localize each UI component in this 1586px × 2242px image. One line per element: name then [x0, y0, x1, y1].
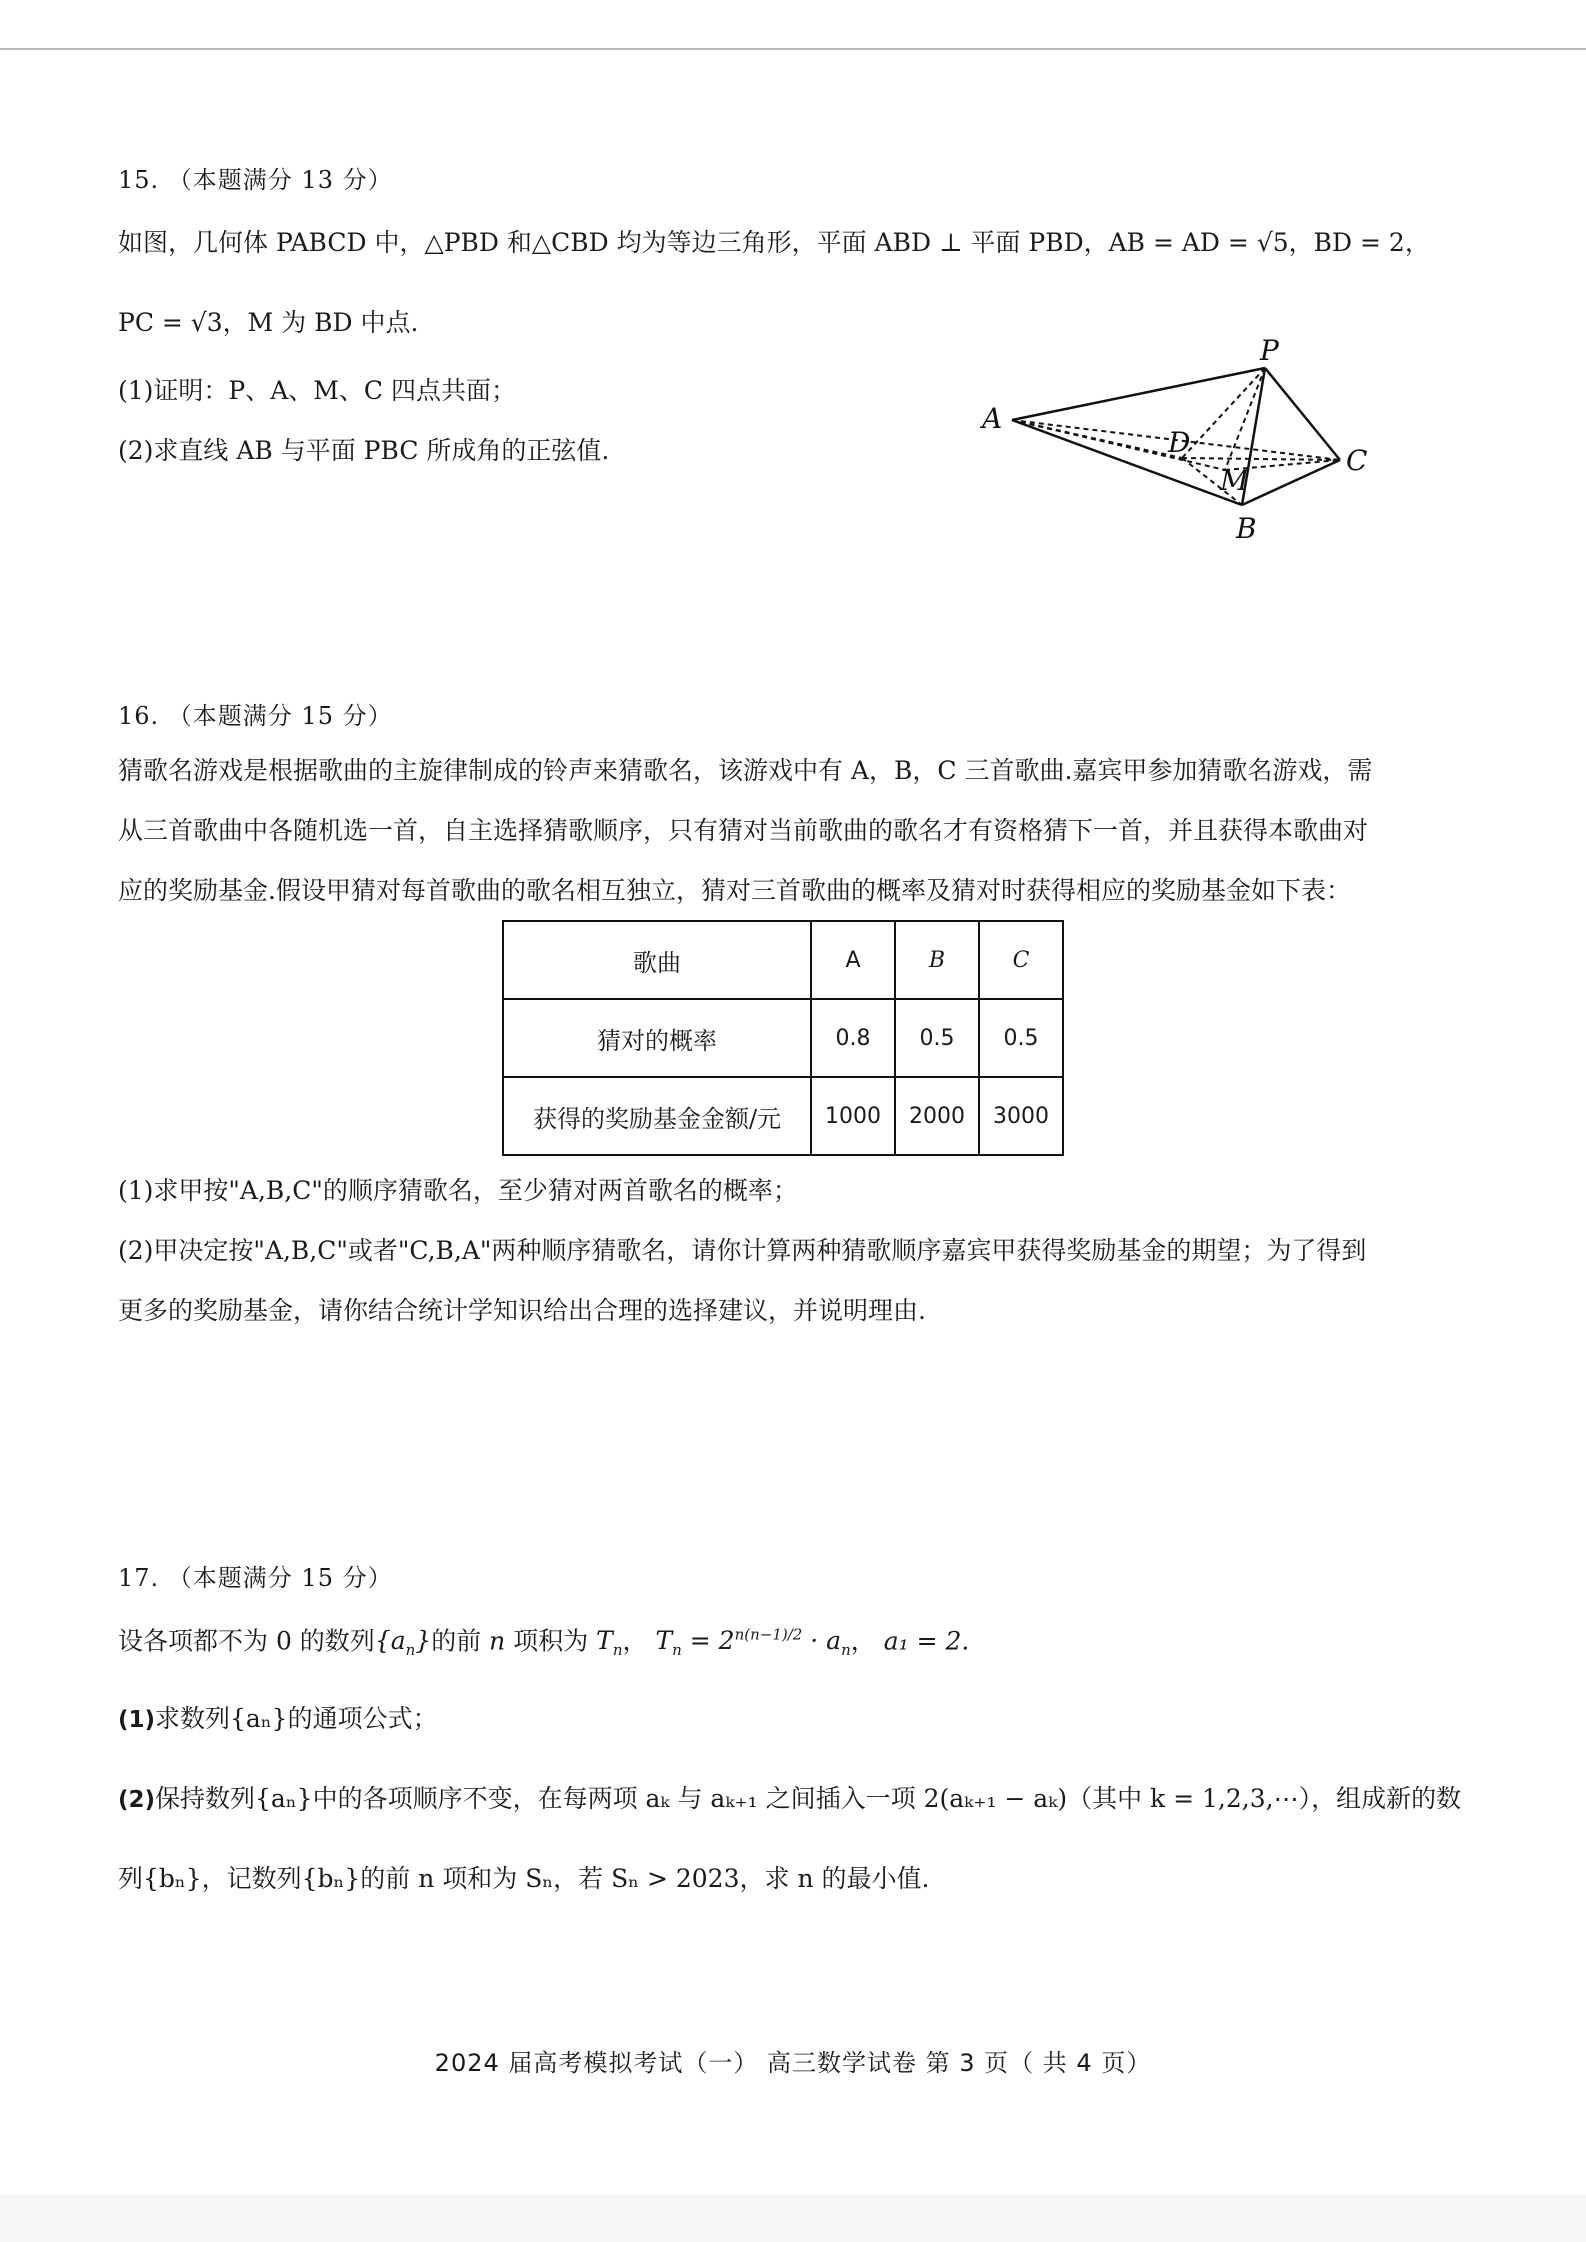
q17-text: 的前	[431, 1626, 482, 1656]
q15-statement-line1: 如图，几何体 PABCD 中，△PBD 和△CBD 均为等边三角形，平面 ABD ⊥ 平面 PBD，AB = AD = √5，BD = 2，	[118, 228, 1430, 257]
q16-statement-line1: 猜歌名游戏是根据歌曲的主旋律制成的铃声来猜歌名，该游戏中有 A，B，C 三首歌曲.嘉宾甲参加猜歌名游戏，需	[118, 756, 1373, 785]
edge-PC	[1265, 368, 1340, 460]
q16-heading: 16. （本题满分 15 分）	[118, 702, 393, 730]
label-B: B	[1236, 512, 1257, 545]
q16-reward-table	[502, 920, 1064, 1156]
table-cell: 0.5	[979, 999, 1063, 1077]
q17-text: 设各项都不为 0 的数列	[118, 1626, 375, 1656]
label-A: A	[982, 402, 1003, 435]
q15-part1: (1)证明：P、A、M、C 四点共面；	[118, 376, 516, 405]
table-cell: 获得的奖励基金金额/元	[503, 1077, 811, 1155]
edge-PM	[1225, 368, 1265, 470]
q15-statement-line2: PC = √3，M 为 BD 中点.	[118, 308, 419, 337]
table-row	[503, 921, 1063, 999]
edge-AP	[1012, 368, 1265, 420]
q16-part2-line2: 更多的奖励基金，请你结合统计学知识给出合理的选择建议，并说明理由.	[118, 1296, 926, 1325]
q15-geometry-figure	[960, 330, 1390, 560]
page-footer: 2024 届高考模拟考试（一） 高三数学试卷 第 3 页（ 共 4 页）	[434, 2049, 1152, 2077]
table-cell: 1000	[811, 1077, 895, 1155]
table-cell: C	[979, 921, 1063, 999]
q17-text: 项积为	[513, 1626, 589, 1656]
edge-AB	[1012, 420, 1242, 505]
table-cell: A	[811, 921, 895, 999]
label-C: C	[1346, 444, 1368, 477]
q17-part2-line2: 列{bₙ}，记数列{bₙ}的前 n 项和为 Sₙ，若 Sₙ > 2023，求 n 的最小值.	[118, 1864, 930, 1893]
q17-text: 求数列{aₙ}的通项公式；	[155, 1704, 438, 1733]
label-P: P	[1260, 334, 1279, 367]
q16-statement-line3: 应的奖励基金.假设甲猜对每首歌曲的歌名相互独立，猜对三首歌曲的概率及猜对时获得相应的奖励基金如下表：	[118, 876, 1351, 905]
table-row	[503, 1077, 1063, 1155]
q17-statement-line1: 设各项都不为 0 的数列$\{a_n\}$的前 n 项积为 $T_n$， $T_n = 2^{n(n-1)/2} \cdot a_n$， a₁ = 2.	[118, 1626, 970, 1660]
q17-heading: 17. （本题满分 15 分）	[118, 1564, 393, 1592]
page-bottom-band	[0, 2195, 1586, 2242]
table-cell: 猜对的概率	[503, 999, 811, 1077]
table-cell: 0.8	[811, 999, 895, 1077]
table-cell: 0.5	[895, 999, 979, 1077]
label-D: D	[1168, 426, 1191, 459]
label-M: M	[1220, 464, 1249, 497]
q16-part1: (1)求甲按"A,B,C"的顺序猜歌名，至少猜对两首歌名的概率；	[118, 1176, 798, 1205]
q17-text: 保持数列{aₙ}中的各项顺序不变，在每两项 aₖ 与 aₖ₊₁ 之间插入一项 2(aₖ₊₁ − aₖ)（其中 k = 1,2,3,⋯），组成新的数	[155, 1784, 1462, 1813]
table-cell: 歌曲	[503, 921, 811, 999]
page-top-rule	[0, 48, 1586, 50]
table-cell: 3000	[979, 1077, 1063, 1155]
q17-part2-line1: (2)保持数列{aₙ}中的各项顺序不变，在每两项 aₖ 与 aₖ₊₁ 之间插入一项 2(aₖ₊₁ − aₖ)（其中 k = 1,2,3,⋯），组成新的数	[118, 1784, 1462, 1813]
edge-DC	[1182, 458, 1340, 460]
table-row	[503, 999, 1063, 1077]
q16-part2-line1: (2)甲决定按"A,B,C"或者"C,B,A"两种顺序猜歌名，请你计算两种猜歌顺序嘉宾甲获得奖励基金的期望；为了得到	[118, 1236, 1367, 1265]
table-cell: B	[895, 921, 979, 999]
q15-part2: (2)求直线 AB 与平面 PBC 所成角的正弦值.	[118, 436, 610, 465]
q16-statement-line2: 从三首歌曲中各随机选一首，自主选择猜歌顺序，只有猜对当前歌曲的歌名才有资格猜下一首，并且获得本歌曲对	[118, 816, 1369, 845]
edge-AM	[1012, 420, 1225, 470]
q17-part1: (1)求数列{aₙ}的通项公式；	[118, 1704, 438, 1733]
table-cell: 2000	[895, 1077, 979, 1155]
q17-text: a₁ = 2.	[883, 1626, 970, 1656]
q15-heading: 15. （本题满分 13 分）	[118, 166, 393, 194]
